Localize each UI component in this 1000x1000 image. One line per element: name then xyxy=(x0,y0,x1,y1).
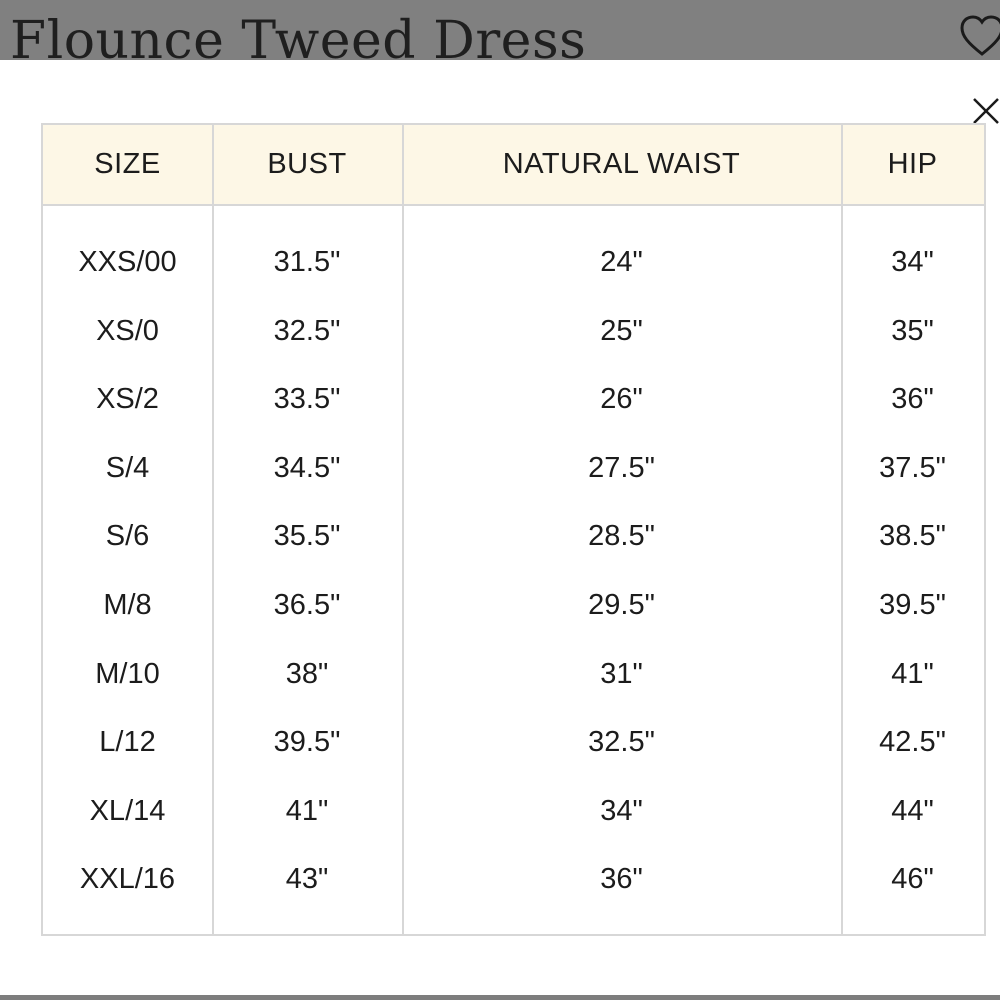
bottom-edge xyxy=(0,995,1000,1000)
cell-size: S/4 xyxy=(105,451,150,484)
cell-bust: 41" xyxy=(285,794,329,827)
heart-outline-icon[interactable] xyxy=(958,12,1000,60)
cell-bust: 43" xyxy=(285,863,329,896)
cell-size: XXS/00 xyxy=(78,246,177,278)
cell-size: L/12 xyxy=(99,726,156,759)
cell-bust: 32.5" xyxy=(273,314,341,347)
column-divider xyxy=(402,125,404,934)
cell-natural-waist: 24" xyxy=(600,246,643,278)
cell-size: M/8 xyxy=(103,589,152,621)
cell-bust: 39.5" xyxy=(273,726,341,759)
product-title: Flounce Tweed Dress xyxy=(10,11,587,60)
cell-hip: 44" xyxy=(891,794,934,827)
cell-hip: 36" xyxy=(891,383,934,416)
size-chart-table xyxy=(41,123,986,936)
cell-bust: 38" xyxy=(285,657,329,690)
column-divider xyxy=(212,125,214,934)
cell-natural-waist: 32.5" xyxy=(588,726,655,759)
cell-bust: 31.5" xyxy=(273,246,341,278)
cell-hip: 34" xyxy=(891,246,934,278)
header-natural-waist: NATURAL WAIST xyxy=(502,148,741,180)
cell-hip: 46" xyxy=(891,863,934,896)
cell-natural-waist: 26" xyxy=(600,383,643,416)
cell-size: M/10 xyxy=(95,657,160,690)
cell-hip: 35" xyxy=(891,314,934,347)
cell-natural-waist: 29.5" xyxy=(588,589,655,621)
cell-natural-waist: 31" xyxy=(600,657,643,690)
column-divider xyxy=(841,125,843,934)
header-size: SIZE xyxy=(94,148,161,180)
dimmed-product-header xyxy=(0,0,1000,60)
cell-bust: 35.5" xyxy=(273,520,341,553)
cell-natural-waist: 27.5" xyxy=(588,451,655,484)
cell-bust: 34.5" xyxy=(273,451,341,484)
cell-hip: 38.5" xyxy=(879,520,946,553)
cell-bust: 33.5" xyxy=(273,383,341,416)
cell-natural-waist: 36" xyxy=(600,863,643,896)
cell-natural-waist: 25" xyxy=(600,314,643,347)
header-bust: BUST xyxy=(267,148,347,180)
header-hip: HIP xyxy=(887,148,938,180)
cell-hip: 41" xyxy=(891,657,934,690)
cell-size: XXL/16 xyxy=(79,863,176,896)
cell-size: XS/2 xyxy=(96,383,159,416)
cell-natural-waist: 28.5" xyxy=(588,520,655,553)
cell-size: XS/0 xyxy=(96,314,159,347)
cell-hip: 39.5" xyxy=(879,589,946,621)
close-icon[interactable] xyxy=(970,95,1000,125)
cell-bust: 36.5" xyxy=(273,589,341,621)
cell-hip: 37.5" xyxy=(879,451,946,484)
cell-size: XL/14 xyxy=(89,794,166,827)
cell-hip: 42.5" xyxy=(879,726,946,759)
cell-natural-waist: 34" xyxy=(600,794,643,827)
cell-size: S/6 xyxy=(105,520,150,553)
